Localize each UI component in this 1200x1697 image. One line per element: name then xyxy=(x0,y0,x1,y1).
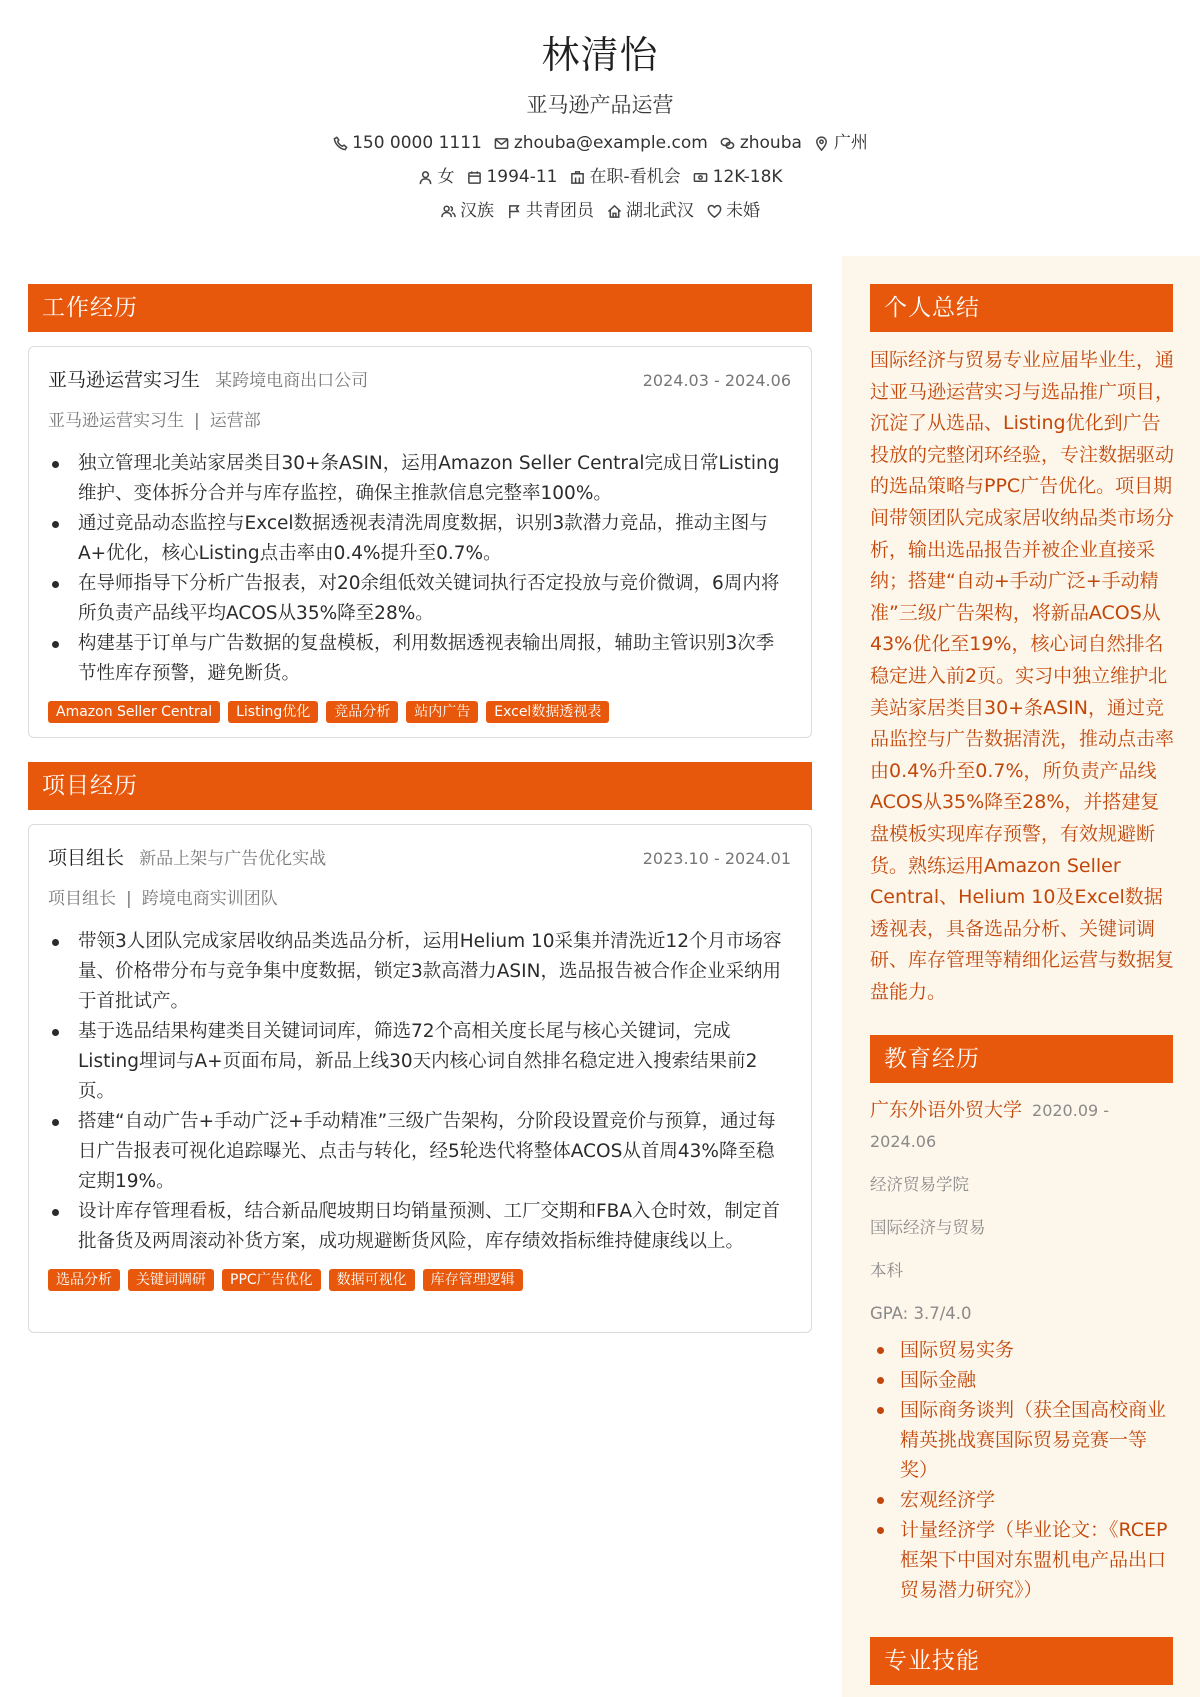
education-block xyxy=(870,1095,1175,1605)
section-education-title: 教育经历 xyxy=(870,1035,1173,1083)
project-subline xyxy=(48,884,791,909)
phone-text: 150 0000 1111 xyxy=(352,133,482,153)
wechat-icon xyxy=(720,135,736,151)
calendar-icon xyxy=(466,169,482,185)
list-item: 构建基于订单与广告数据的复盘模板，利用数据透视表输出周报，辅助主管识别3次季节性库存预警，避免断货。 xyxy=(48,629,791,689)
project-bullets xyxy=(48,927,791,1257)
section-summary-title: 个人总结 xyxy=(870,284,1173,332)
education-major: 国际经济与贸易 xyxy=(870,1218,986,1237)
list-item: 设计库存管理看板，结合新品爬坡期日均销量预测、工厂交期和FBA入仓时效，制定首批备货及两周滚动补货方案，成功规避断货风险，库存绩效指标维持健康线以上。 xyxy=(48,1197,791,1257)
list-item: 国际商务谈判（获全国高校商业精英挑战赛国际贸易竞赛一等奖） xyxy=(870,1395,1175,1485)
section-work-title: 工作经历 xyxy=(28,284,812,332)
course-list xyxy=(870,1335,1175,1605)
skill-tag: 数据可视化 xyxy=(329,1269,415,1291)
work-bullets xyxy=(48,449,791,689)
education-degree: 本科 xyxy=(870,1261,903,1280)
skill-tag: 选品分析 xyxy=(48,1269,120,1291)
education-college: 经济贸易学院 xyxy=(870,1175,969,1194)
work-position: 亚马逊运营实习生 xyxy=(48,411,184,431)
people-icon xyxy=(440,203,456,219)
skill-tag: Listing优化 xyxy=(228,701,318,723)
work-tags xyxy=(48,701,791,723)
list-item: 国际金融 xyxy=(870,1365,1175,1395)
location-pin-icon xyxy=(814,135,830,151)
list-item: 国际贸易实务 xyxy=(870,1335,1175,1365)
list-item: 基于选品结果构建类目关键词词库，筛选72个高相关度长尾与核心关键词，完成Listing埋词与A+页面布局，新品上线30天内核心词自然排名稳定进入搜索结果前2页。 xyxy=(48,1017,791,1107)
skill-tag: 站内广告 xyxy=(406,701,478,723)
work-card-header xyxy=(48,365,791,392)
work-company: 某跨境电商出口公司 xyxy=(215,371,369,391)
marital-text: 未婚 xyxy=(726,201,760,221)
political-item xyxy=(506,199,594,223)
contact-row xyxy=(0,131,1200,155)
political-text: 共青团员 xyxy=(526,201,594,221)
status-item xyxy=(569,165,680,189)
project-role: 项目组长 xyxy=(48,847,125,869)
phone-item xyxy=(332,131,482,155)
section-skills-title: 专业技能 xyxy=(870,1637,1173,1685)
skill-tag: 竞品分析 xyxy=(326,701,398,723)
hometown-text: 湖北武汉 xyxy=(626,201,694,221)
separator: | xyxy=(194,411,200,431)
list-item: 独立管理北美站家居类目30+条ASIN，运用Amazon Seller Central完成日常Listing维护、变体拆分合并与库存监控，确保主推款信息完整率100%。 xyxy=(48,449,791,509)
skill-tag: Amazon Seller Central xyxy=(48,701,220,723)
project-name: 新品上架与广告优化实战 xyxy=(139,849,327,869)
gender-item xyxy=(417,165,454,189)
email-item xyxy=(494,131,708,155)
job-title: 亚马逊产品运营 xyxy=(526,93,674,117)
marital-item xyxy=(706,199,760,223)
heart-icon xyxy=(706,203,722,219)
phone-icon xyxy=(332,135,348,151)
list-item: 带领3人团队完成家居收纳品类选品分析，运用Helium 10采集并清洗近12个月市场容量、价格带分布与竞争集中度数据，锁定3款高潜力ASIN，选品报告被合作企业采纳用于首批试产。 xyxy=(48,927,791,1017)
project-team: 跨境电商实训团队 xyxy=(141,889,278,909)
work-card xyxy=(28,346,812,738)
skill-tag: 库存管理逻辑 xyxy=(423,1269,523,1291)
education-gpa: GPA: 3.7/4.0 xyxy=(870,1304,972,1323)
personal-row xyxy=(0,165,1200,189)
person-icon xyxy=(417,169,433,185)
work-role: 亚马逊运营实习生 xyxy=(48,369,201,391)
ethnicity-text: 汉族 xyxy=(460,201,494,221)
status-text: 在职-看机会 xyxy=(589,167,681,187)
list-item: 在导师指导下分析广告报表，对20余组低效关键词执行否定投放与竞价微调，6周内将所负责产品线平均ACOS从35%降至28%。 xyxy=(48,569,791,629)
city-item xyxy=(814,131,868,155)
project-tags xyxy=(48,1269,791,1291)
skill-tag: PPC广告优化 xyxy=(222,1269,321,1291)
separator: | xyxy=(126,889,132,909)
gender-text: 女 xyxy=(437,167,455,187)
wechat-item xyxy=(720,131,802,155)
education-header xyxy=(870,1095,1175,1157)
education-date: 2020.09 - 2024.06 xyxy=(870,1101,1110,1151)
project-card-header xyxy=(48,843,791,870)
work-subline xyxy=(48,406,791,431)
salary-text: 12K-18K xyxy=(712,167,783,187)
mail-icon xyxy=(494,135,510,151)
list-item: 计量经济学（毕业论文：《RCEP框架下中国对东盟机电产品出口贸易潜力研究》） xyxy=(870,1515,1175,1605)
list-item: 通过竞品动态监控与Excel数据透视表清洗周度数据，识别3款潜力竞品，推动主图与A+优化，核心Listing点击率由0.4%提升至0.7%。 xyxy=(48,509,791,569)
ethnicity-item xyxy=(440,199,494,223)
wechat-text: zhouba xyxy=(739,133,802,153)
list-item: 搭建“自动广告+手动广泛+手动精准”三级广告架构，分阶段设置竞价与预算，通过每日广告报表可视化追踪曝光、点击与转化，经5轮迭代将整体ACOS从首周43%降至稳定期19%。 xyxy=(48,1107,791,1197)
work-dept: 运营部 xyxy=(209,411,261,431)
skill-tag: Excel数据透视表 xyxy=(486,701,609,723)
home-icon xyxy=(606,203,622,219)
flag-icon xyxy=(506,203,522,219)
background-row xyxy=(0,199,1200,223)
candidate-name: 林清怡 xyxy=(541,33,659,77)
project-position: 项目组长 xyxy=(48,889,116,909)
project-card xyxy=(28,824,812,1333)
salary-item xyxy=(693,165,783,189)
summary-text: 国际经济与贸易专业应届毕业生，通过亚马逊运营实习与选品推广项目，沉淀了从选品、Listing优化到广告投放的完整闭环经验，专注数据驱动的选品策略与PPC广告优化。项目期间带领团队完成家居收纳品类市场分析，输出选品报告并被企业直接采纳；搭建“自动+手动广泛+手动精准”三级广告架构，将新品ACOS从43%优化至19%，核心词自然排名稳定进入前2页。实习中独立维护北美站家居类目30+条ASIN，通过竞品监控与广告数据清洗，推动点击率由0.4%升至0.7%，所负责产品线ACOS从35%降至28%，并搭建复盘模板实现库存预警，有效规避断货。熟练运用Amazon Seller Central、Helium 10及Excel数据透视表，具备选品分析、关键词调研、库存管理等精细化运营与数据复盘能力。 xyxy=(870,349,1175,1003)
work-date: 2024.03 - 2024.06 xyxy=(642,371,791,390)
school-name: 广东外语外贸大学 xyxy=(870,1099,1023,1121)
resume-header xyxy=(0,0,1200,223)
section-project-title: 项目经历 xyxy=(28,762,812,810)
email-text: zhouba@example.com xyxy=(513,133,708,153)
birth-item xyxy=(466,165,557,189)
skill-tag: 关键词调研 xyxy=(128,1269,214,1291)
hometown-item xyxy=(606,199,694,223)
project-date: 2023.10 - 2024.01 xyxy=(642,849,791,868)
city-text: 广州 xyxy=(833,133,868,153)
list-item: 宏观经济学 xyxy=(870,1485,1175,1515)
birth-text: 1994-11 xyxy=(486,167,558,187)
money-icon xyxy=(693,169,709,185)
building-icon xyxy=(569,169,585,185)
